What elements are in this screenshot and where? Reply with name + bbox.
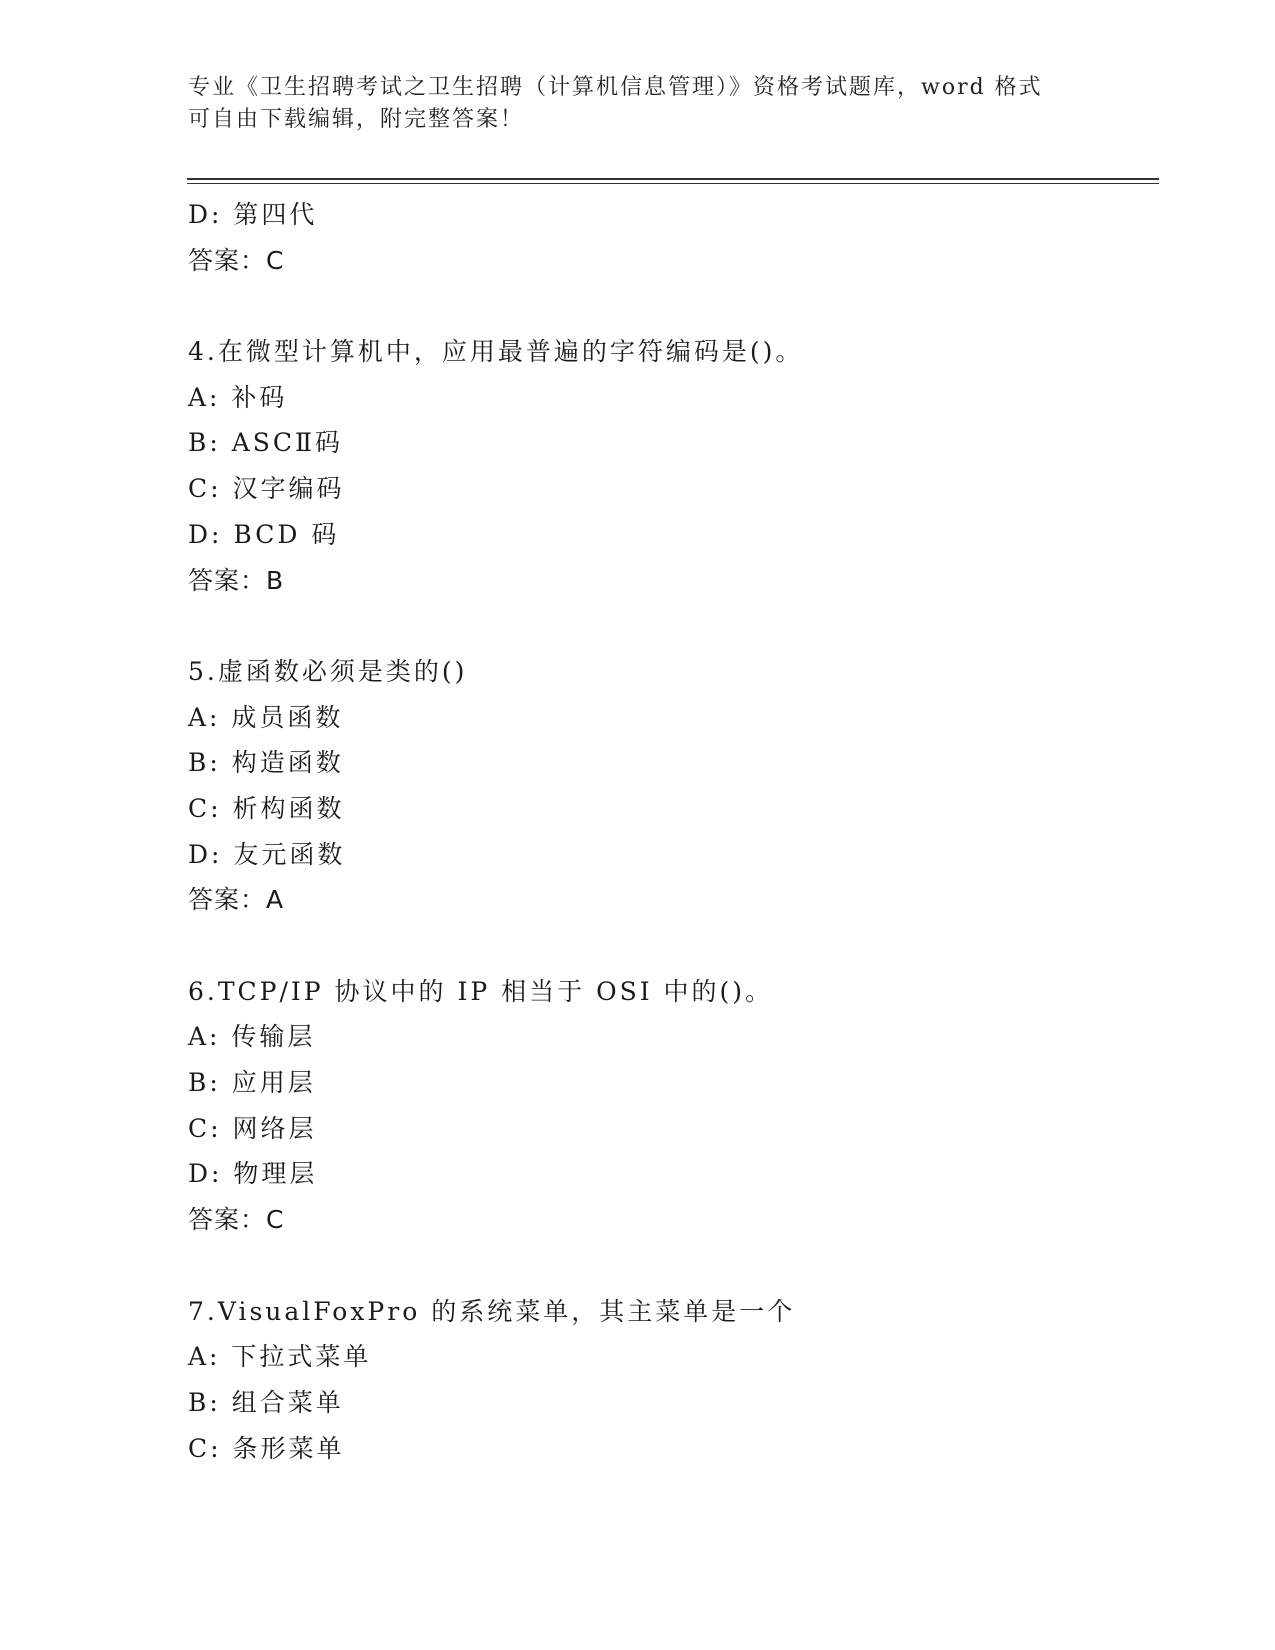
question-4 bbox=[188, 329, 1148, 603]
option-d: D: 第四代 bbox=[188, 200, 318, 229]
option-b: B: 构造函数 bbox=[188, 748, 344, 778]
option-d: D: 物理层 bbox=[188, 1159, 318, 1189]
option-a: A: 传输层 bbox=[188, 1022, 316, 1052]
question-6 bbox=[188, 969, 1148, 1243]
answer: 答案：B bbox=[188, 565, 285, 595]
option-a: A: 成员函数 bbox=[188, 702, 344, 732]
question-stem: 4.在微型计算机中，应用最普遍的字符编码是()。 bbox=[188, 337, 804, 367]
header-divider bbox=[187, 178, 1159, 184]
option-d: D: BCD 码 bbox=[188, 519, 340, 549]
option-b: B: ASCⅡ码 bbox=[188, 428, 344, 458]
option-b: B: 组合菜单 bbox=[188, 1387, 344, 1417]
question-list bbox=[188, 192, 1148, 1471]
answer: 答案：A bbox=[188, 885, 285, 915]
question-7 bbox=[188, 1289, 1148, 1472]
header-line-2: 可自由下载编辑，附完整答案！ bbox=[188, 107, 525, 132]
option-c: C: 条形菜单 bbox=[188, 1433, 345, 1463]
question-5 bbox=[188, 649, 1148, 923]
question-stem: 7.VisualFoxPro 的系统菜单，其主菜单是一个 bbox=[188, 1296, 796, 1326]
answer: 答案：C bbox=[188, 245, 285, 275]
question-stem: 6.TCP/IP 协议中的 IP 相当于 OSI 中的()。 bbox=[188, 976, 774, 1006]
option-d: D: 友元函数 bbox=[188, 839, 346, 869]
document-header bbox=[188, 72, 1088, 136]
option-a: A: 下拉式菜单 bbox=[188, 1342, 372, 1372]
header-line-1: 专业《卫生招聘考试之卫生招聘（计算机信息管理）》资格考试题库，word 格式 bbox=[188, 75, 1043, 100]
answer: 答案：C bbox=[188, 1205, 285, 1235]
option-c: C: 汉字编码 bbox=[188, 474, 345, 504]
option-a: A: 补码 bbox=[188, 382, 288, 412]
option-c: C: 析构函数 bbox=[188, 793, 345, 823]
question-stem: 5.虚函数必须是类的() bbox=[188, 656, 468, 686]
option-c: C: 网络层 bbox=[188, 1113, 317, 1143]
option-b: B: 应用层 bbox=[188, 1068, 316, 1098]
